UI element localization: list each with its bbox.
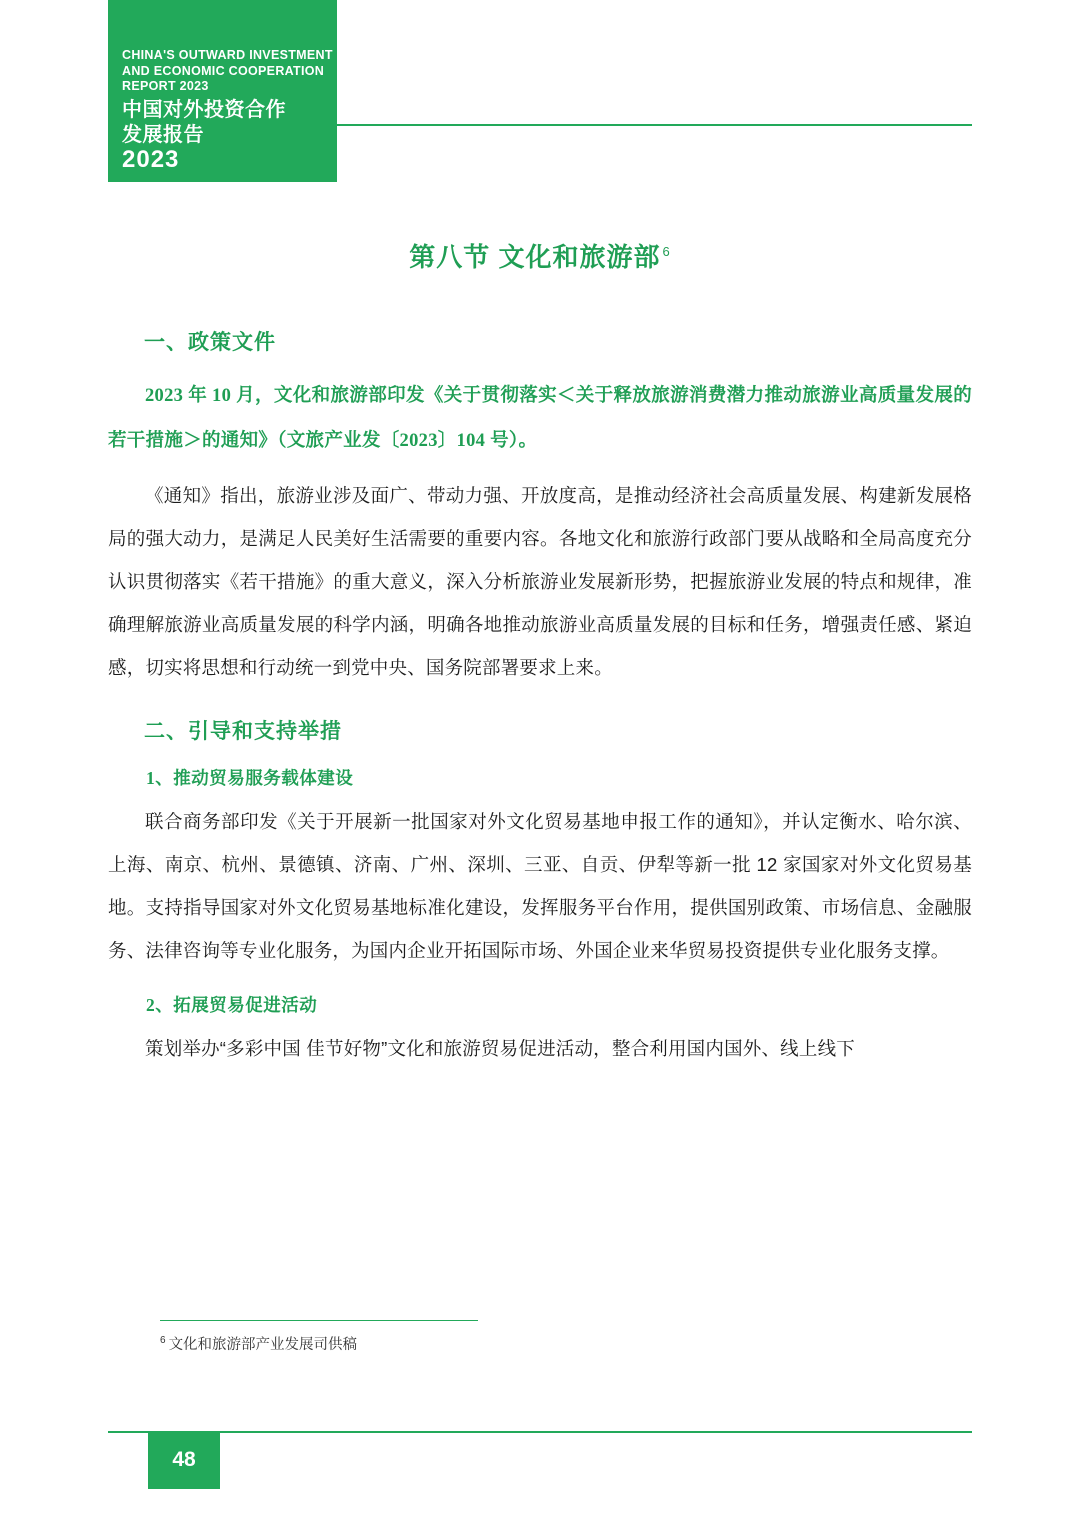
footnote-entry (160, 1333, 860, 1354)
page-number: 48 (172, 1448, 196, 1471)
paragraph-policy-body: 《通知》指出，旅游业涉及面广、带动力强、开放度高，是推动经济社会高质量发展、构建新发展格局的强大动力，是满足人民美好生活需要的重要内容。各地文化和旅游行政部门要从战略和全局高度充分认识贯彻落实《若干措施》的重大意义，深入分析旅游业发展新形势，把握旅游业发展的特点和规律，准确理解旅游业高质量发展的科学内涵，明确各地推动旅游业高质量发展的目标和任务，增强责任感、紧迫感，切实将思想和行动统一到党中央、国务院部署要求上来。 (108, 485, 972, 678)
page-title-text: 第八节 文化和旅游部 (409, 242, 661, 272)
page-content (108, 215, 972, 1074)
heading-policy-documents: 一、政策文件 (144, 331, 276, 354)
paragraph-item-2-body: 策划举办“多彩中国 佳节好物”文化和旅游贸易促进活动，整合利用国内国外、线上线下 (145, 1038, 855, 1059)
paragraph-item-1-body: 联合商务部印发《关于开展新一批国家对外文化贸易基地申报工作的通知》，并认定衡水、哈尔滨、上海、南京、杭州、景德镇、济南、广州、深圳、三亚、自贡、伊犁等新一批 12 家国家对外文化贸易基地。支持指导国家对外文化贸易基地标准化建设，发挥服务平台作用，提供国别政策、市场信息、金融服务、法律咨询等专业化服务，为国内企业开拓国际市场、外国企业来华贸易投资提供专业化服务支撑。 (108, 811, 972, 961)
page-footer (0, 1407, 1080, 1527)
footnote-text: 文化和旅游部产业发展司供稿 (168, 1337, 358, 1353)
footer-divider-rule (108, 1431, 972, 1433)
paragraph-policy-highlight: 2023 年 10 月，文化和旅游部印发《关于贯彻落实＜关于释放旅游消费潜力推动旅游业高质量发展的若干措施＞的通知》（文旅产业发〔2023〕104 号）。 (108, 386, 972, 451)
header-year: 2023 (122, 146, 180, 173)
header-divider-rule (337, 124, 972, 126)
page-title (108, 237, 972, 274)
heading-item-2: 2、拓展贸易促进活动 (146, 995, 318, 1015)
heading-item-1: 1、推动贸易服务载体建设 (146, 768, 354, 788)
footnote-area (160, 1320, 860, 1354)
page-title-footnote-marker: 6 (662, 244, 671, 260)
page-header (0, 0, 1080, 182)
footnote-divider-rule (160, 1320, 478, 1321)
header-chinese-title: 中国对外投资合作 发展报告 (122, 99, 286, 146)
footnote-marker: 6 (160, 1335, 166, 1347)
heading-guidance-measures: 二、引导和支持举措 (144, 720, 342, 743)
header-english-title: CHINA'S OUTWARD INVESTMENT AND ECONOMIC COOPERATION REPORT 2023 (122, 48, 333, 93)
